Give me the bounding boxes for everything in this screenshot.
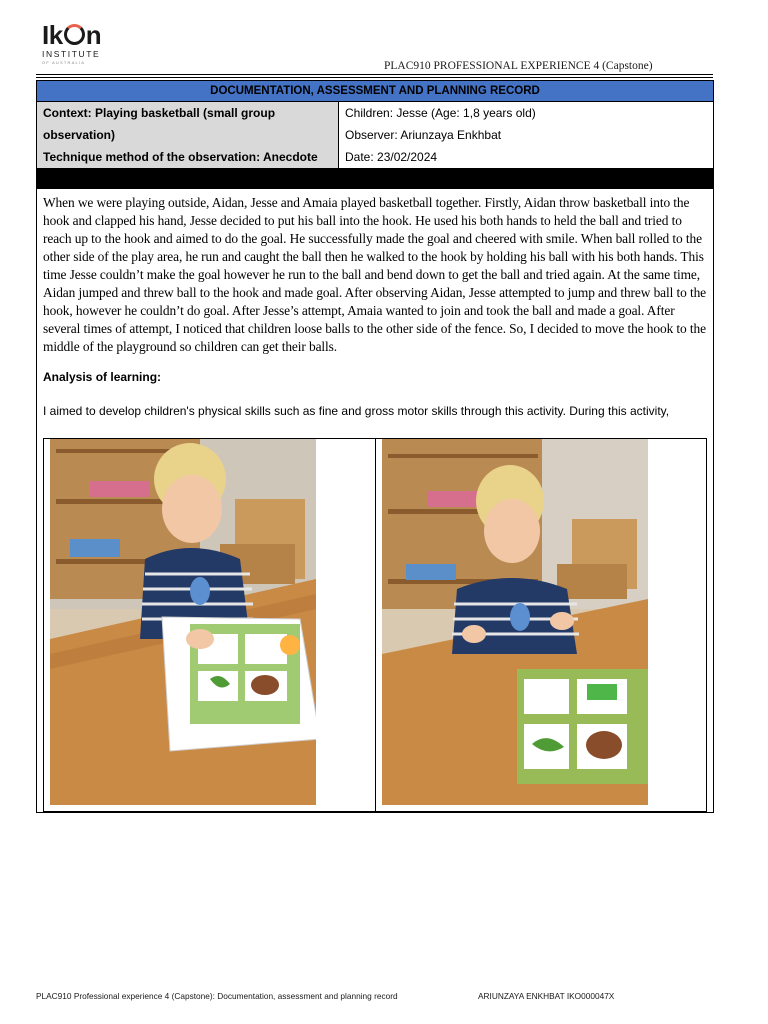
children-field: Children: Jesse (Age: 1,8 years old) [345,106,536,120]
observation-narrative: When we were playing outside, Aidan, Jesse and Amaia played basketball together. Firstly, Aidan throw basketball into the hook and clapped his hand, Jesse decided to put his ball into the hook. He used his both hands to held the ball and tried to reach up to the hook and aimed to do the goal. He successfully made the goal and cheered with smile. When ball rolled to the other side of the play area, he run and caught the ball then he walked to the hook by holding his ball with his both hands. This time Jesse couldn’t make the goal however he run to the ball and bend down to get the ball and tried again. At the same time, Aidan jumped and threw ball to the hook and made goal. After observing Aidan, Jesse attempted to jump and threw ball to the hook, however he couldn’t do goal. After Jesse’s attempt, Amaia wanted to join and took the ball and made a goal. After several times of attempt, I noticed that children loose balls to the other side of the fence. So, I decided to move the hook to the middle of the playground so children can get their balls. [43,195,707,354]
analysis-heading: Analysis of learning: [43,370,162,384]
section-divider [37,169,713,189]
technique-label: Technique method of the observation: Anecdote [43,150,318,164]
record-title: DOCUMENTATION, ASSESSMENT AND PLANNING RECORD [37,81,713,102]
observer-field: Observer: Ariunzaya Enkhbat [345,128,502,142]
photo-child-puzzle-2 [382,439,648,805]
context-label: Context: Playing basketball (small group [43,106,276,120]
context-labels [37,102,339,168]
logo-institute: INSTITUTE [42,49,101,59]
photo-grid [43,438,707,812]
photo-cell-left [44,439,375,811]
date-field: Date: 23/02/2024 [345,150,438,164]
context-row [37,102,713,169]
footer-left: PLAC910 Professional experience 4 (Capstone): Documentation, assessment and planning record [36,991,398,1001]
logo-o-ring-icon [64,24,85,45]
logo-sub: OF AUSTRALIA [42,60,86,65]
record-table [36,80,714,813]
photo-child-puzzle-1 [50,439,316,805]
ikon-logo [42,22,132,68]
header-rule [36,74,713,75]
photo-cell-right [375,439,707,811]
footer-right: ARIUNZAYA ENKHBAT IKO000047X [478,991,615,1001]
context-label-cont: observation) [43,128,116,142]
context-values [339,102,713,168]
course-header: PLAC910 PROFESSIONAL EXPERIENCE 4 (Capstone) [384,60,653,72]
analysis-text: I aimed to develop children's physical skills such as fine and gross motor skills through this activity. During this activity, [43,404,670,418]
logo-wordmark: Ik n [42,20,102,50]
header-rule-thin [36,77,713,78]
